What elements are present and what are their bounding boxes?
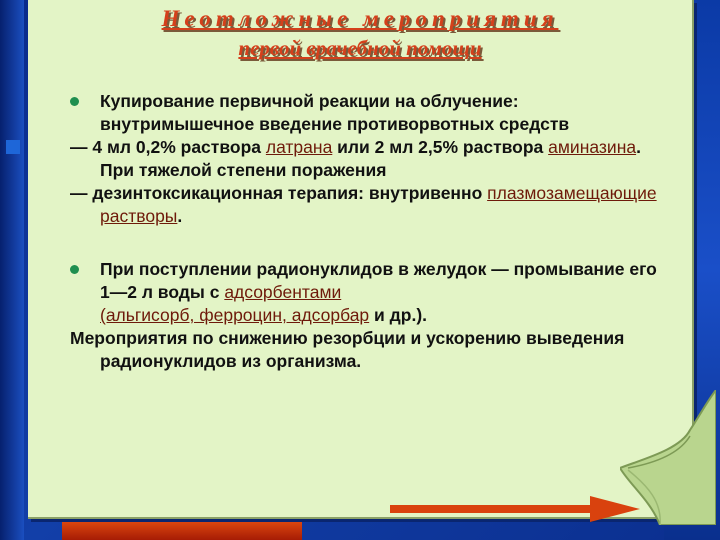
paragraph-resorption [64,327,664,373]
left-decor-stripe [0,0,24,540]
link-adsorbenty[interactable]: адсорбентами [224,282,342,302]
bullet-item-1 [64,90,664,136]
spacer [64,228,664,258]
link-rastvory[interactable]: растворы [100,206,178,226]
dash-1-pre: — 4 мл 0,2% раствора [70,137,266,157]
link-plazmozameshchayushchie[interactable]: плазмозамещающие [487,183,657,203]
slide-panel [28,0,694,519]
bullet-1-text: Купирование первичной реакции на облучение: внутримышечное введение противорвотных средств [100,91,570,134]
left-decor-square [6,140,20,154]
slide-content [64,90,664,373]
dash-item-1 [64,136,664,182]
bullet-item-2 [64,258,664,327]
bottom-decor-bar [62,520,302,540]
dash-item-2 [64,182,664,228]
link-aminazin[interactable]: аминазина [548,137,637,157]
bullet-2-pre: При поступлении радионуклидов в желудок — промывание его 1—2 л воды с [100,259,657,302]
slide-title [28,6,692,61]
bullet-2-post: и др.). [369,305,428,325]
dash-1-post: . При тяжелой степени поражения [100,137,641,180]
next-arrow-icon[interactable] [390,496,640,522]
bullet-dot-icon [70,97,79,106]
dash-1-mid: или 2 мл 2,5% раствора [332,137,549,157]
title-line-2: первой врачебной помощи [238,36,482,60]
bullet-dot-icon [70,265,79,274]
link-latran[interactable]: латрана [265,137,333,157]
paragraph-resorption-text: Мероприятия по снижению резорбции и ускорению выведения радионуклидов из организма. [70,328,625,371]
dash-2-post: . [177,206,183,226]
title-line-1: Неотложные мероприятия [161,6,559,31]
link-algisorb-list[interactable]: (альгисорб, ферроцин, адсорбар [100,305,370,325]
dash-2-pre: — дезинтоксикационная терапия: внутривенно [70,183,488,203]
